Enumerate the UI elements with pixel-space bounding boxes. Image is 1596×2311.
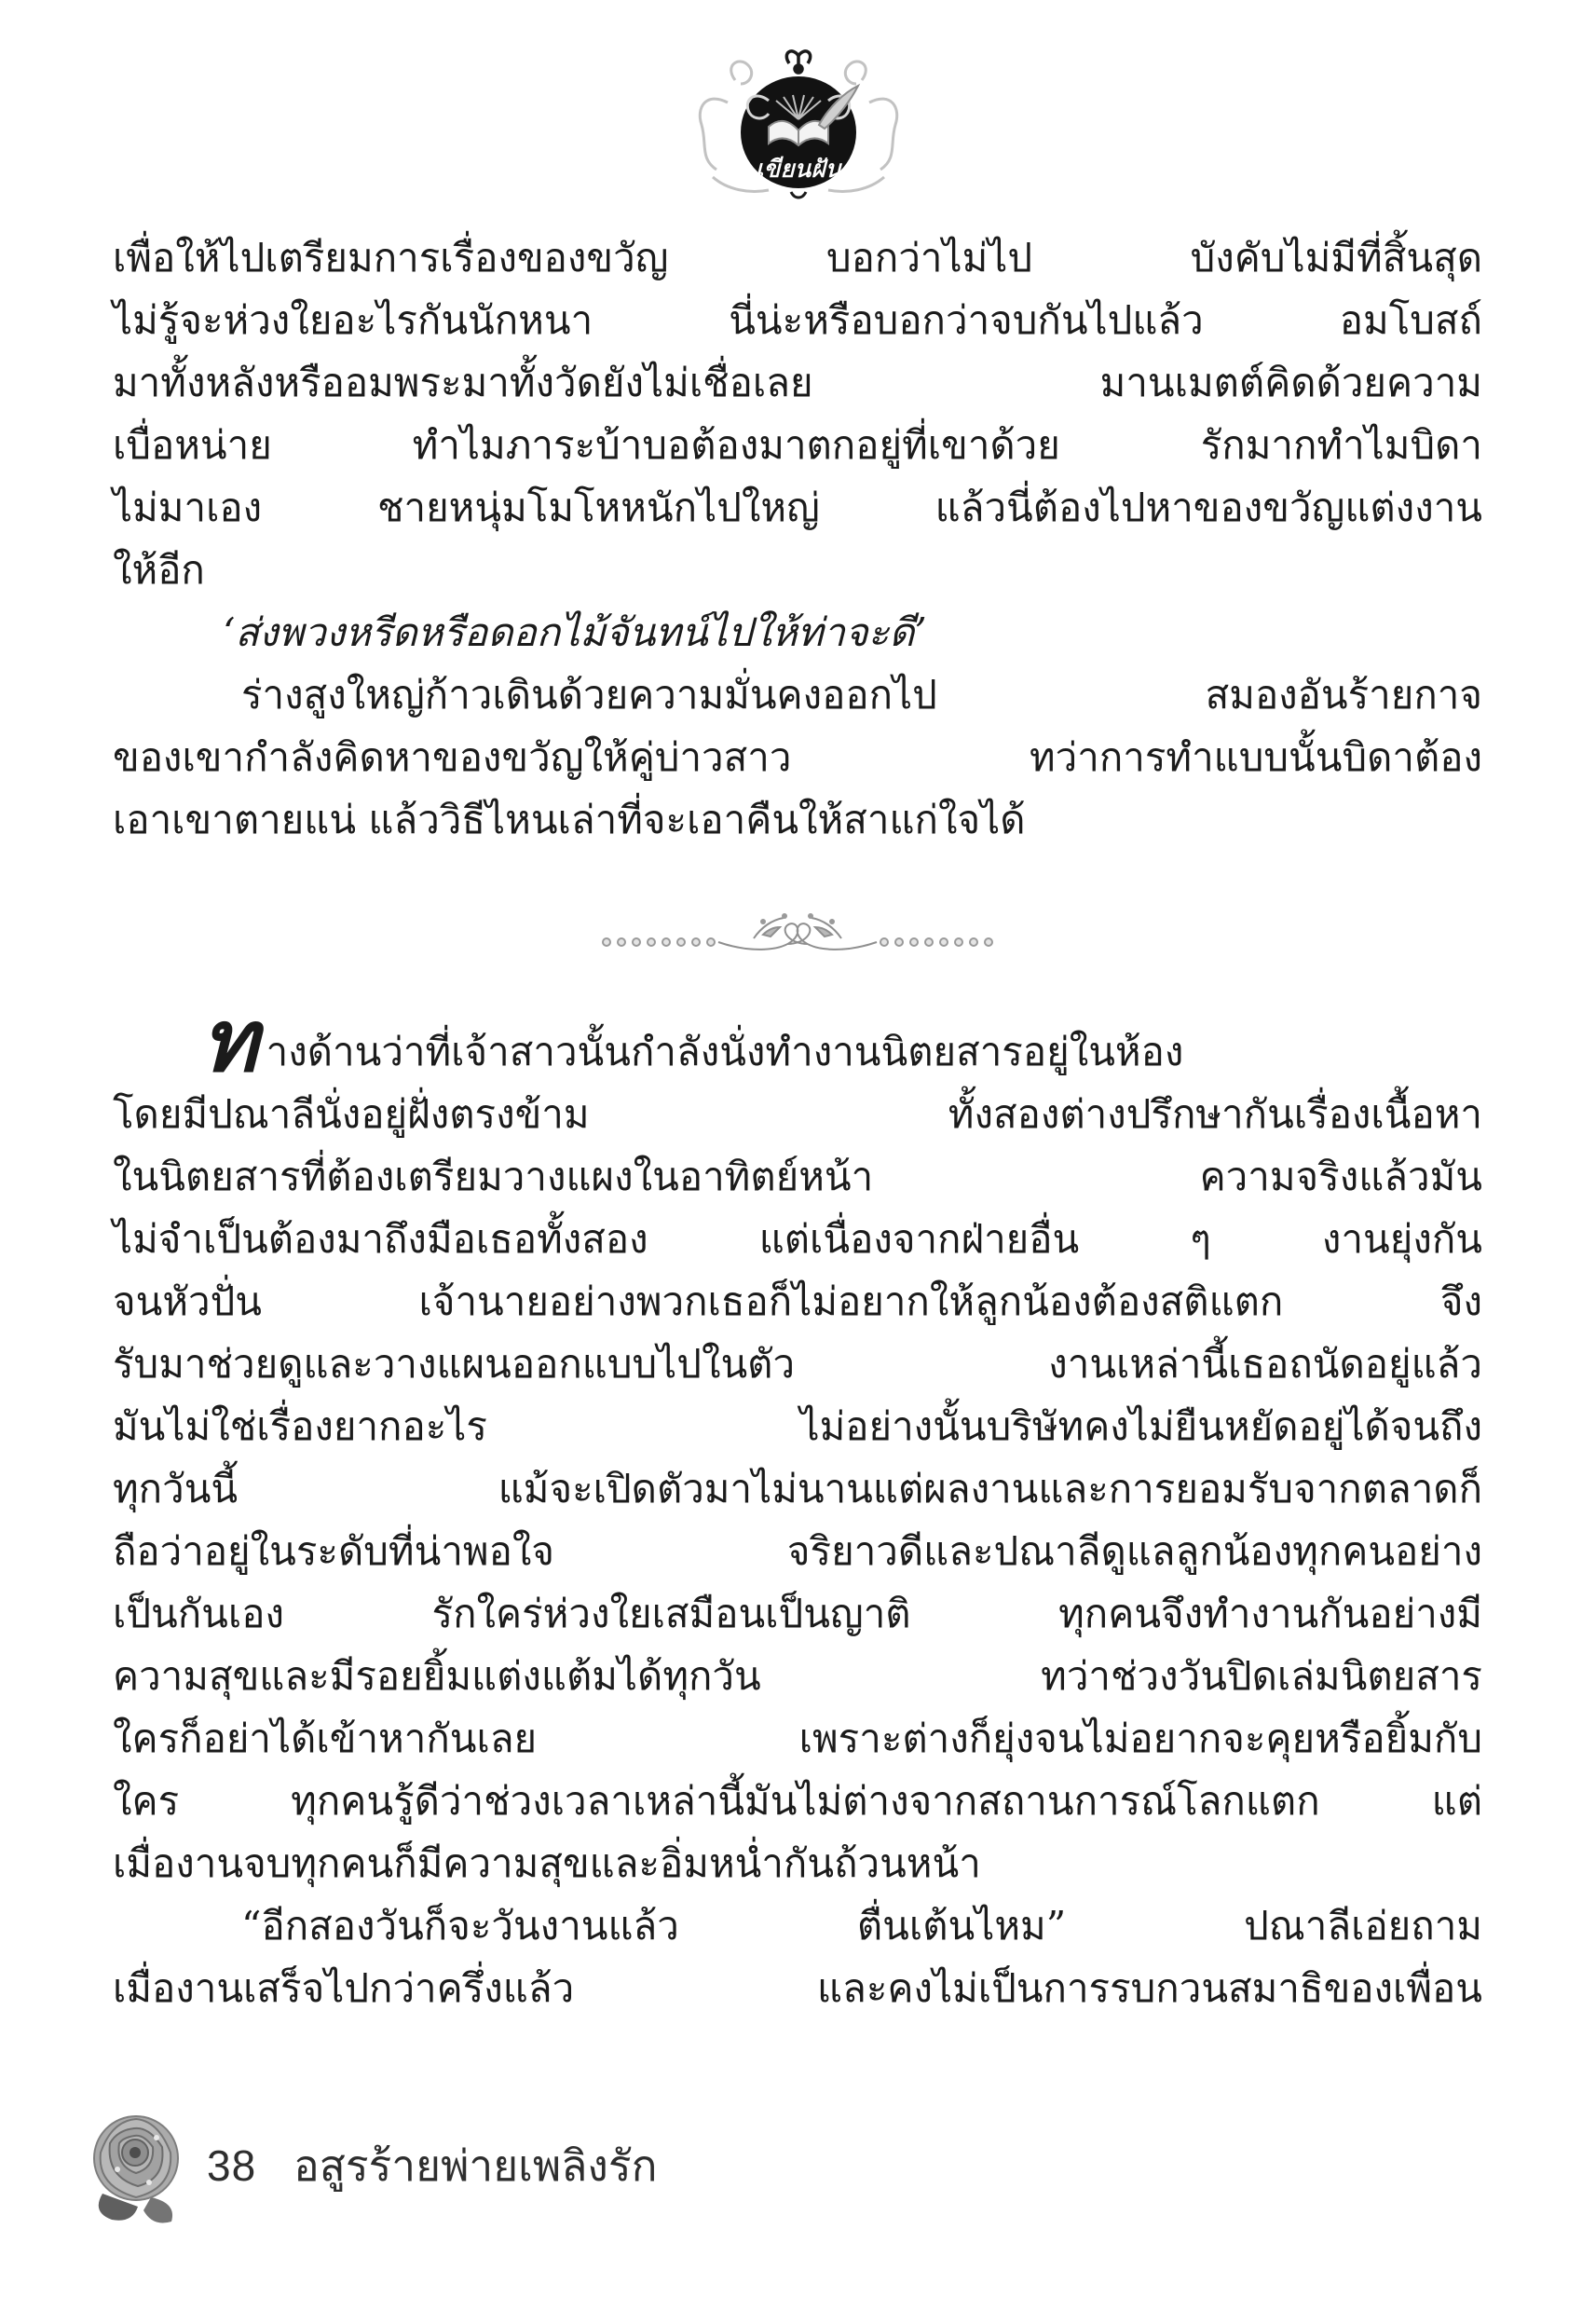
scene-divider	[597, 907, 998, 959]
paragraph-2	[113, 663, 1482, 851]
body-line: ใคร ทุกคนรู้ดีว่าช่วงเวลาเหล่านี้มันไม่ต่างจากสถานการณ์โลกแตก แต่	[113, 1778, 1482, 1824]
body-line: ร่างสูงใหญ่ก้าวเดินด้วยความมั่นคงออกไป สมองอันร้ายกาจ	[241, 672, 1482, 718]
body-line: ไม่จำเป็นต้องมาถึงมือเธอทั้งสอง แต่เนื่องจากฝ่ายอื่น ๆ งานยุ่งกัน	[113, 1216, 1482, 1262]
paragraph-3	[113, 991, 1482, 1894]
page-footer	[89, 2102, 657, 2229]
body-line: ในนิตยสารที่ต้องเตรียมวางแผงในอาทิตย์หน้า ความจริงแล้วมัน	[113, 1154, 1482, 1199]
dialogue-line: “อีกสองวันก็จะวันงานแล้ว ตื่นเต้นไหม” ปณาลีเอ่ยถาม	[241, 1903, 1482, 1949]
rose-icon	[89, 2104, 183, 2227]
body-line: ถือว่าอยู่ในระดับที่น่าพอใจ จริยาวดีและปณาลีดูแลลูกน้องทุกคนอย่าง	[113, 1528, 1482, 1574]
body-line: จนหัวปั่น เจ้านายอย่างพวกเธอก็ไม่อยากให้ลูกน้องต้องสติแตก จึง	[113, 1279, 1482, 1324]
body-line-dropcap	[113, 991, 1482, 1091]
drop-cap: ท	[201, 991, 259, 1091]
body-line: เพื่อให้ไปเตรียมการเรื่องของขวัญ บอกว่าไม่ไป บังคับไม่มีที่สิ้นสุด	[113, 235, 1482, 280]
body-text	[113, 226, 1482, 2019]
page-number: 38	[207, 2141, 257, 2190]
body-line: มันไม่ใช่เรื่องยากอะไร ไม่อย่างนั้นบริษัทคงไม่ยืนหยัดอยู่ได้จนถึง	[113, 1403, 1482, 1449]
body-line: มาทั้งหลังหรืออมพระมาทั้งวัดยังไม่เชื่อเลย มานเมตต์คิดด้วยความ	[113, 360, 1482, 405]
body-line-text: างด้านว่าที่เจ้าสาวนั้นกำลังนั่งทำงานนิตยสารอยู่ในห้อง	[266, 1029, 1184, 1074]
body-line: ทุกวันนี้ แม้จะเปิดตัวมาไม่นานแต่ผลงานและการยอมรับจากตลาดก็	[113, 1466, 1482, 1511]
publisher-book-quill-emblem-icon	[679, 47, 918, 203]
body-line: ของเขากำลังคิดหาของขวัญให้คู่บ่าวสาว ทว่าการทำแบบนั้นบิดาต้อง	[113, 734, 1482, 780]
book-title: อสูรร้ายพ่ายเพลิงรัก	[293, 2140, 658, 2190]
inner-thought-quote: ‘ส่งพวงหรีดหรือดอกไม้จันทน์ไปให้ท่าจะดี’	[223, 609, 927, 655]
paragraph-1	[113, 226, 1482, 601]
body-line: ไม่รู้จะห่วงใยอะไรกันนักหนา นี่น่ะหรือบอกว่าจบกันไปแล้ว อมโบสถ์	[113, 297, 1482, 343]
flourish-divider-icon	[597, 907, 998, 959]
body-line: ใครก็อย่าได้เข้าหากันเลย เพราะต่างก็ยุ่งจนไม่อยากจะคุยหรือยิ้มกับ	[113, 1716, 1482, 1761]
body-line: เป็นกันเอง รักใคร่ห่วงใยเสมือนเป็นญาติ ทุกคนจึงทำงานกันอย่างมี	[113, 1591, 1482, 1636]
body-line: เบื่อหน่าย ทำไมภาระบ้าบอต้องมาตกอยู่ที่เขาด้วย รักมากทำไมบิดา	[113, 422, 1482, 468]
body-line: เอาเขาตายแน่ แล้ววิธีไหนเล่าที่จะเอาคืนให้สาแก่ใจได้	[113, 797, 1026, 842]
body-line: รับมาช่วยดูและวางแผนออกแบบไปในตัว งานเหล่านี้เธอถนัดอยู่แล้ว	[113, 1341, 1482, 1387]
publisher-logo	[679, 47, 918, 203]
publisher-name: เขียนฝัน	[755, 156, 841, 184]
body-line: ความสุขและมีรอยยิ้มแต่งแต้มได้ทุกวัน ทว่าช่วงวันปิดเล่มนิตยสาร	[113, 1653, 1482, 1699]
body-line: โดยมีปณาลีนั่งอยู่ฝั่งตรงข้าม ทั้งสองต่างปรึกษากันเรื่องเนื้อหา	[113, 1091, 1482, 1137]
paragraph-4	[113, 1894, 1482, 2019]
body-line: เมื่องานเสร็จไปกว่าครึ่งแล้ว และคงไม่เป็นการรบกวนสมาธิของเพื่อน	[113, 1965, 1482, 2011]
body-line: เมื่องานจบทุกคนก็มีความสุขและอิ่มหน่ำกันถ้วนหน้า	[113, 1840, 981, 1886]
body-line: ไม่มาเอง ชายหนุ่มโมโหหนักไปใหญ่ แล้วนี่ต้องไปหาของขวัญแต่งงาน	[113, 485, 1482, 530]
body-line: ให้อีก	[113, 547, 205, 593]
